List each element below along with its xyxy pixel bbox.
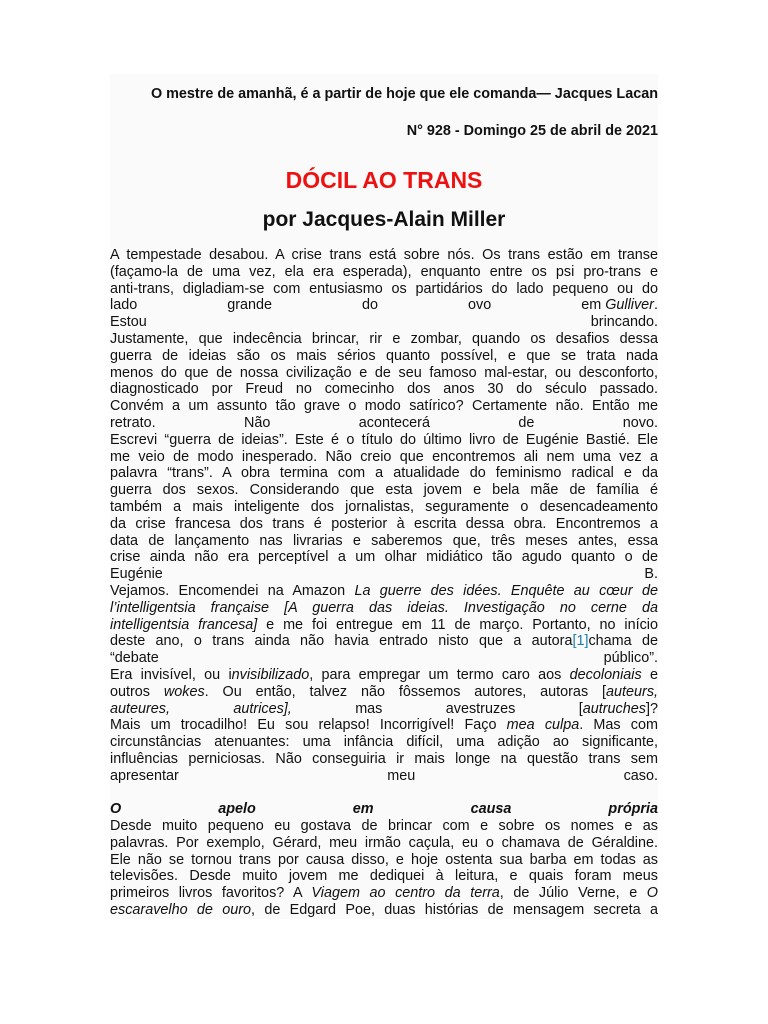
word: grande <box>227 297 273 314</box>
text-run: Mais um trocadilho! Eu sou relapso! Incorrigível! Faço <box>110 717 507 734</box>
body-line <box>110 297 658 314</box>
italic-term: autruches <box>582 700 646 717</box>
word: Eugénie <box>110 566 163 583</box>
text-run: Vejamos. Encomendei na Amazon <box>110 582 355 599</box>
body-line <box>110 768 658 785</box>
book-title: escaravelho de ouro <box>110 902 252 919</box>
word: “debate <box>110 650 159 667</box>
word: meu <box>387 767 416 784</box>
italic-term: nvisibilizado <box>231 666 310 683</box>
book-title-line: l’intelligentsia française [A guerra das ideias. Investigação no cerne da <box>110 599 658 616</box>
text-run: deste ano, o trans ainda não havia entrado nisto que a autora <box>110 633 573 650</box>
text-run: e me foi entregue em 11 de março. Portanto, no início <box>257 616 658 633</box>
text-run: outros <box>110 683 164 700</box>
motto-line: O mestre de amanhã, é a partir de hoje que ele comanda— Jacques Lacan <box>150 86 658 102</box>
body-line: menos do que de nossa civilização e de seu famoso mal-estar, ou desconforto, <box>110 364 658 381</box>
body-line: crise ainda não era perceptível a um olhar midiático tão agudo quanto o de <box>110 549 658 566</box>
body-line: também a mais inteligente dos jornalistas, seguramente o desencadeamento <box>110 498 658 515</box>
paragraph-gap <box>110 785 658 802</box>
issue-line: N° 928 - Domingo 25 de abril de 2021 <box>406 123 658 139</box>
body-line <box>110 650 658 667</box>
text-run: Era invisível, ou i <box>110 666 232 683</box>
italic-term: auteures, <box>110 700 171 717</box>
word: de <box>518 414 535 431</box>
word: retrato. <box>110 414 156 431</box>
text-run: , de Edgard Poe, duas histórias de mensagem secreta a <box>251 902 658 919</box>
word: caso. <box>623 767 658 784</box>
body-line: da crise francesa dos trans é posterior à escrita dessa obra. Encontremos a <box>110 515 658 532</box>
word: acontecerá <box>358 414 430 431</box>
italic-term: wokes <box>163 683 205 700</box>
text-run: . Ou então, talvez não fôssemos autores, autoras [ <box>204 683 607 700</box>
bracket: [ <box>578 700 583 717</box>
word: apelo <box>218 801 256 818</box>
body-line: diagnosticado por Freud no comecinho dos anos 30 do século passado. <box>110 381 658 398</box>
word: avestruzes <box>445 700 516 717</box>
word: em <box>581 297 602 314</box>
body-line: A tempestade desabou. A crise trans está sobre nós. Os trans estão em transe <box>110 247 658 263</box>
body-line <box>110 885 658 902</box>
text-run: e <box>641 666 658 683</box>
body-line: influências perniciosas. Não conseguiria ir mais longe na questão trans sem <box>110 750 658 767</box>
body-line <box>110 314 658 331</box>
book-title: La guerre des idées. Enquête au cœur de <box>354 582 658 599</box>
body-line: anti-trans, digladiam-se com entusiasmo os partidários do lado pequeno ou do <box>110 280 658 297</box>
body-line: palavra “trans”. A obra termina com a atualidade do feminismo radical e da <box>110 465 658 482</box>
word: em Gulliver. <box>581 297 658 314</box>
book-title: intelligentsia francesa] <box>110 616 258 633</box>
body-line <box>110 617 658 634</box>
text-run: . Mas com <box>579 717 658 734</box>
italic-term: Gulliver <box>605 297 654 314</box>
body-line: televisões. Desde muito jovem me dediquei à leitura, e quais foram meus <box>110 868 658 885</box>
book-title: O <box>646 885 658 902</box>
body-line: (façamo-la de uma vez, ela era esperada), enquanto entre os psi pro-trans e <box>110 263 658 280</box>
word: O <box>110 801 122 818</box>
word: brincando. <box>590 314 658 331</box>
body-line: guerra dos sexos. Considerando que esta jovem e bela mãe de família é <box>110 482 658 499</box>
word: Estou <box>110 314 147 331</box>
text-run: chama de <box>588 633 658 650</box>
text-run: , para empregar um termo caro aos <box>309 666 570 683</box>
body-line: Convém a um assunto tão grave o modo satírico? Certamente não. Então me <box>110 398 658 415</box>
body-line: data de lançamento nas livrarias e saberemos que, três meses antes, essa <box>110 532 658 549</box>
word: do <box>362 297 379 314</box>
document-content <box>110 74 658 919</box>
text-run: , de Júlio Verne, e <box>499 885 647 902</box>
body-line <box>110 415 658 432</box>
word: causa <box>470 801 512 818</box>
word: lado <box>110 297 138 314</box>
italic-term: auteurs, <box>606 683 658 700</box>
word: novo. <box>622 414 658 431</box>
word: mas <box>355 700 383 717</box>
word: ovo <box>468 297 492 314</box>
word: em <box>352 801 374 818</box>
word: B. <box>644 566 658 583</box>
italic-term: autrices], <box>233 700 292 717</box>
book-title: Viagem ao centro da terra <box>311 885 500 902</box>
body-line: Escrevi “guerra de ideias”. Este é o título do último livro de Eugénie Bastié. Ele <box>110 431 658 448</box>
article-title: DÓCIL AO TRANS <box>285 167 483 193</box>
body-line <box>110 633 658 650</box>
body-line: Desde muito pequeno eu gostava de brincar com e sobre os nomes e as <box>110 818 658 835</box>
body-line <box>110 701 658 718</box>
body-line: guerra de ideias são os mais sérios quanto possível, e que se trata nada <box>110 347 658 364</box>
body-line <box>110 667 658 684</box>
body-line: Justamente, que indecência brincar, rir e zombar, quando os desafios dessa <box>110 330 658 347</box>
text-run: ]? <box>645 700 658 717</box>
footnote-link[interactable]: [1] <box>572 633 589 650</box>
word <box>233 701 291 718</box>
body-line: Ele não se tornou trans por causa disso, e hoje ostenta sua barba em todas as <box>110 851 658 868</box>
article-byline: por Jacques-Alain Miller <box>262 208 506 231</box>
word <box>579 701 658 718</box>
body-line <box>110 902 658 919</box>
italic-term: mea culpa <box>506 717 580 734</box>
body-line: circunstâncias atenuantes: uma infância difícil, uma adição ao significante, <box>110 734 658 751</box>
body-line: palavras. Por exemplo, Gérard, meu irmão caçula, eu o chamava de Géraldine. <box>110 834 658 851</box>
text-run: primeiros livros favoritos? A <box>110 885 312 902</box>
article-body <box>110 247 658 919</box>
word: própria <box>608 801 658 818</box>
body-line <box>110 566 658 583</box>
word: Não <box>243 414 271 431</box>
word: público”. <box>603 650 658 667</box>
body-line <box>110 583 658 600</box>
word: apresentar <box>110 767 179 784</box>
italic-term: decoloniais <box>569 666 642 683</box>
body-line: me veio de modo inesperado. Não creio que encontremos ali nem uma vez a <box>110 448 658 465</box>
section-subheading <box>110 801 658 818</box>
body-line <box>110 684 658 701</box>
body-line <box>110 717 658 734</box>
